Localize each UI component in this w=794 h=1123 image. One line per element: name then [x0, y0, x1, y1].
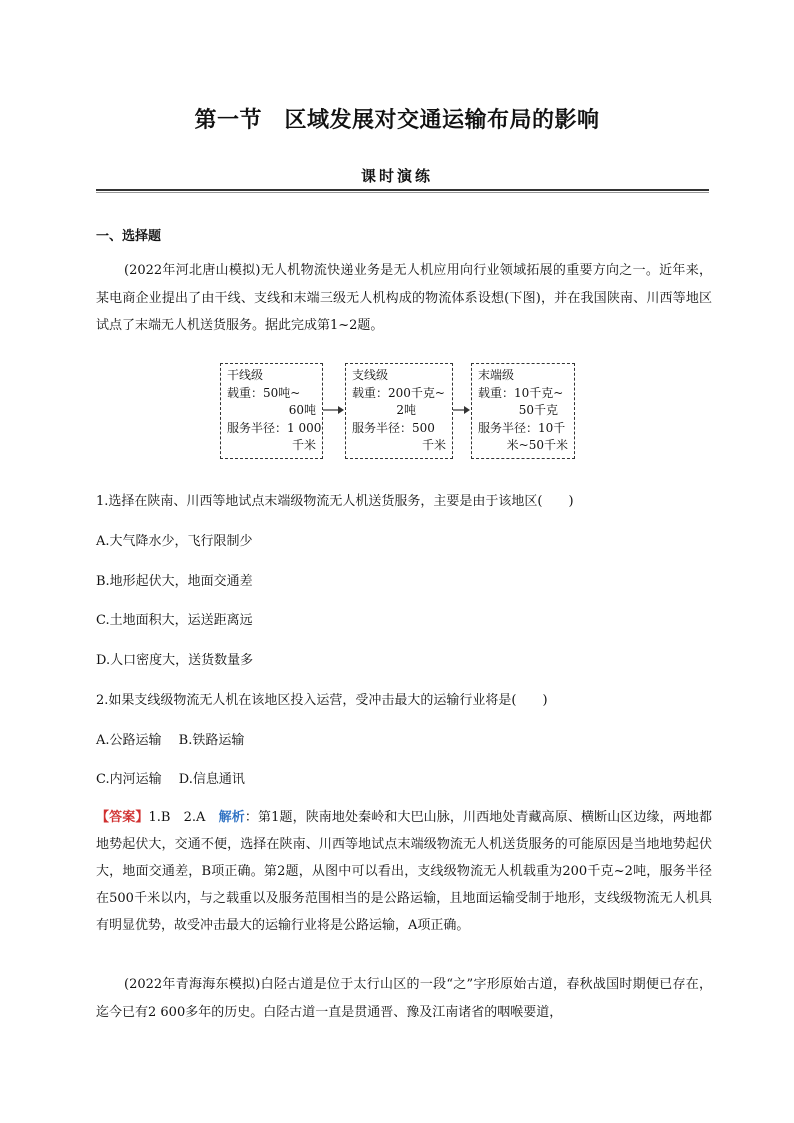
arrow-right-icon	[323, 404, 345, 416]
box-load-cont: 60吨	[288, 403, 316, 417]
question-2-stem: 2.如果支线级物流无人机在该地区投入运营，受冲击最大的运输行业将是( )	[96, 693, 548, 708]
question-2-options-row-2: C.内河运输 D.信息通讯	[96, 772, 245, 787]
answer-block	[96, 804, 712, 939]
box-radius-cont: 千米	[421, 438, 446, 452]
question-1-option-a: A.大气降水少，飞行限制少	[96, 534, 253, 549]
box-radius-cont: 米~50千米	[506, 438, 568, 452]
box-title: 末端级	[478, 368, 515, 382]
answer-tag: 【答案】	[96, 810, 149, 825]
analysis-text: ：第1题，陕南地处秦岭和大巴山脉，川西地处青藏高原、横断山区边缘，两地都地势起伏大，交通不便，选择在陕南、川西等地试点末端级物流无人机送货服务的可能原因是当地地势起伏大，地面交通差，B项正确。第2题，从图中可以看出，支线级物流无人机载重为200千克~2吨，服务半径在500千米以内，与之载重以及服务范围相当的是公路运输，且地面运输受制于地形，支线级物流无人机具有明显优势，故受冲击最大的运输行业将是公路运输，A项正确。	[96, 810, 712, 933]
arrow-right-icon	[453, 404, 471, 416]
answer-values: 1.B 2.A	[148, 810, 219, 825]
question-1-option-d: D.人口密度大，送货数量多	[96, 653, 254, 668]
page-title: 第一节 区域发展对交通运输布局的影响	[194, 108, 600, 133]
flow-box-terminal	[471, 363, 575, 459]
question-1-option-b: B.地形起伏大，地面交通差	[96, 574, 253, 589]
box-title: 干线级	[227, 368, 264, 382]
box-load: 载重：200千克~	[352, 385, 445, 400]
box-radius-cont: 千米	[291, 438, 316, 452]
analysis-tag: 解析	[218, 810, 245, 825]
box-load-cont: 50千克	[518, 403, 558, 417]
question-intro-2: (2022年青海海东模拟)白陉古道是位于太行山区的一段“之”字形原始古道，春秋战国时期便已存在，迄今已有2 600多年的历史。白陉古道一直是贯通晋、豫及江南诸省的咽喉要道，	[96, 977, 712, 1020]
flow-box-trunk	[220, 363, 323, 459]
box-load: 载重：50吨~	[227, 385, 301, 400]
box-title: 支线级	[352, 368, 389, 382]
divider-thin	[96, 192, 709, 193]
question-1-stem: 1.选择在陕南、川西等地试点末端级物流无人机送货服务，主要是由于该地区( )	[96, 494, 574, 509]
box-radius: 服务半径：500	[352, 420, 435, 435]
box-radius: 服务半径：1 000	[227, 420, 322, 435]
question-2-options-row-1: A.公路运输 B.铁路运输	[96, 733, 245, 748]
section-heading: 一、选择题	[96, 229, 162, 244]
box-load-cont: 2吨	[396, 403, 416, 417]
box-load: 载重：10千克~	[478, 385, 564, 400]
divider	[96, 189, 709, 191]
question-1-option-c: C.土地面积大，运送距离远	[96, 613, 253, 628]
flow-box-branch	[345, 363, 453, 459]
box-radius: 服务半径：10千	[478, 420, 566, 435]
page-subtitle: 课时演练	[360, 167, 433, 185]
question-intro: (2022年河北唐山模拟)无人机物流快递业务是无人机应用向行业领域拓展的重要方向之一。近年来，某电商企业提出了由干线、支线和末端三级无人机构成的物流体系设想(下图)，并在我国陕南、川西等地区试点了末端无人机送货服务。据此完成第1~2题。	[96, 263, 712, 333]
